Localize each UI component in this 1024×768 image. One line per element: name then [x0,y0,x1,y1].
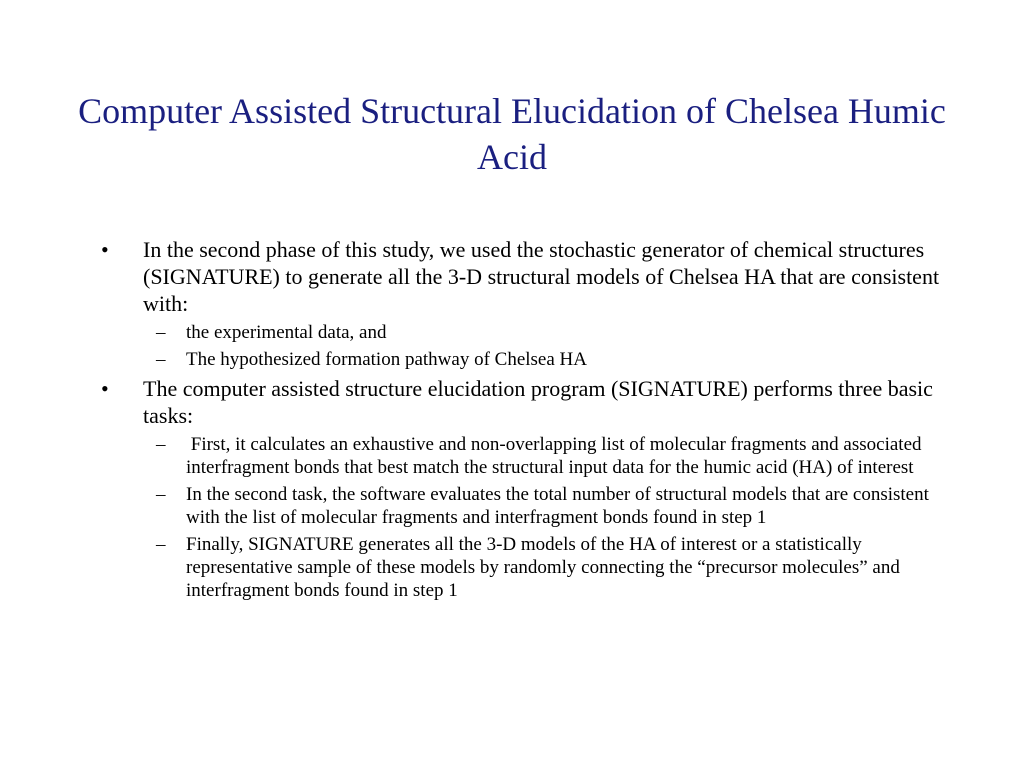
sub-bullet-item [143,483,941,529]
sub-bullet-text: First, it calculates an exhaustive and non-overlapping list of molecular fragments and associated interfragment bonds that best match the structural input data for the humic acid (HA) of interest [186,434,927,478]
bullet-list [101,236,941,606]
bullet-marker: • [101,237,109,262]
dash-marker: – [156,434,166,455]
bullet-text: The computer assisted structure elucidation program (SIGNATURE) performs three basic tasks: [143,376,933,428]
sub-bullet-list [143,321,941,371]
sub-bullet-item [143,348,941,371]
slide-title: Computer Assisted Structural Elucidation of Chelsea Humic Acid [78,91,946,177]
bullet-item [101,375,941,602]
sub-bullet-item [143,321,941,344]
dash-marker: – [156,349,166,370]
sub-bullet-text: the experimental data, and [186,322,387,343]
bullet-text: In the second phase of this study, we used the stochastic generator of chemical structures (SIGNATURE) to generate all the 3-D structural models of Chelsea HA that are consistent with: [143,237,940,316]
sub-bullet-item [143,533,941,602]
sub-bullet-text: The hypothesized formation pathway of Chelsea HA [186,349,587,370]
bullet-item [101,236,941,371]
sub-bullet-item [143,433,941,479]
sub-bullet-text: Finally, SIGNATURE generates all the 3-D models of the HA of interest or a statistically representative sample of these models by randomly connecting the “precursor molecules” and interfragment bonds found in step 1 [186,534,900,601]
sub-bullet-list [143,433,941,602]
bullet-marker: • [101,376,109,401]
dash-marker: – [156,534,166,555]
dash-marker: – [156,322,166,343]
sub-bullet-text: In the second task, the software evaluates the total number of structural models that are consistent with the list of molecular fragments and interfragment bonds found in step 1 [186,484,929,528]
dash-marker: – [156,484,166,505]
